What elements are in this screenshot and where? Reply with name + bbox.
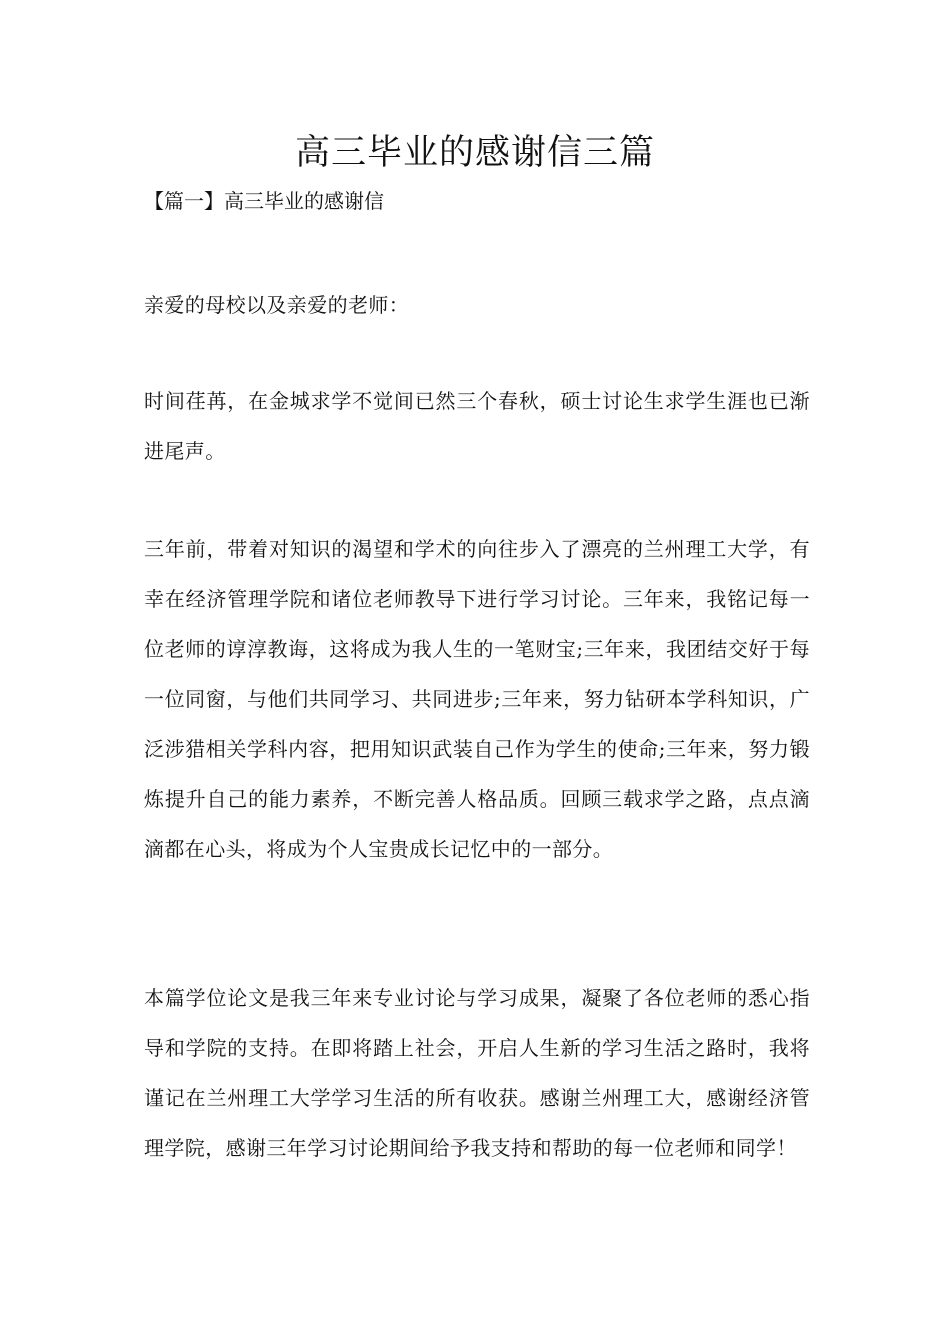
body-paragraph-3: 本篇学位论文是我三年来专业讨论与学习成果，凝聚了各位老师的悉心指导和学院的支持。在即将踏上社会，开启人生新的学习生活之路时，我将谨记在兰州理工大学学习生活的所有收获。感谢兰州理工大，感谢经济管理学院，感谢三年学习讨论期间给予我支持和帮助的每一位老师和同学！	[144, 986, 810, 1160]
section-heading: 【篇一】高三毕业的感谢信	[144, 189, 384, 213]
body-paragraph-1: 时间荏苒，在金城求学不觉间已然三个春秋，硕士讨论生求学生涯也已渐进尾声。	[144, 389, 810, 463]
document-title: 高三毕业的感谢信三篇	[294, 133, 655, 173]
salutation-paragraph: 亲爱的母校以及亲爱的老师：	[144, 293, 410, 317]
body-paragraph-2: 三年前，带着对知识的渴望和学术的向往步入了漂亮的兰州理工大学，有幸在经济管理学院和诸位老师教导下进行学习讨论。三年来，我铭记每一位老师的谆淳教诲，这将成为我人生的一笔财宝;三年来，我团结交好于每一位同窗，与他们共同学习、共同进步;三年来，努力钻研本学科知识，广泛涉猎相关学科内容，把用知识武装自己作为学生的使命;三年来，努力锻炼提升自己的能力素养，不断完善人格品质。回顾三载求学之路，点点滴滴都在心头，将成为个人宝贵成长记忆中的一部分。	[144, 537, 810, 861]
